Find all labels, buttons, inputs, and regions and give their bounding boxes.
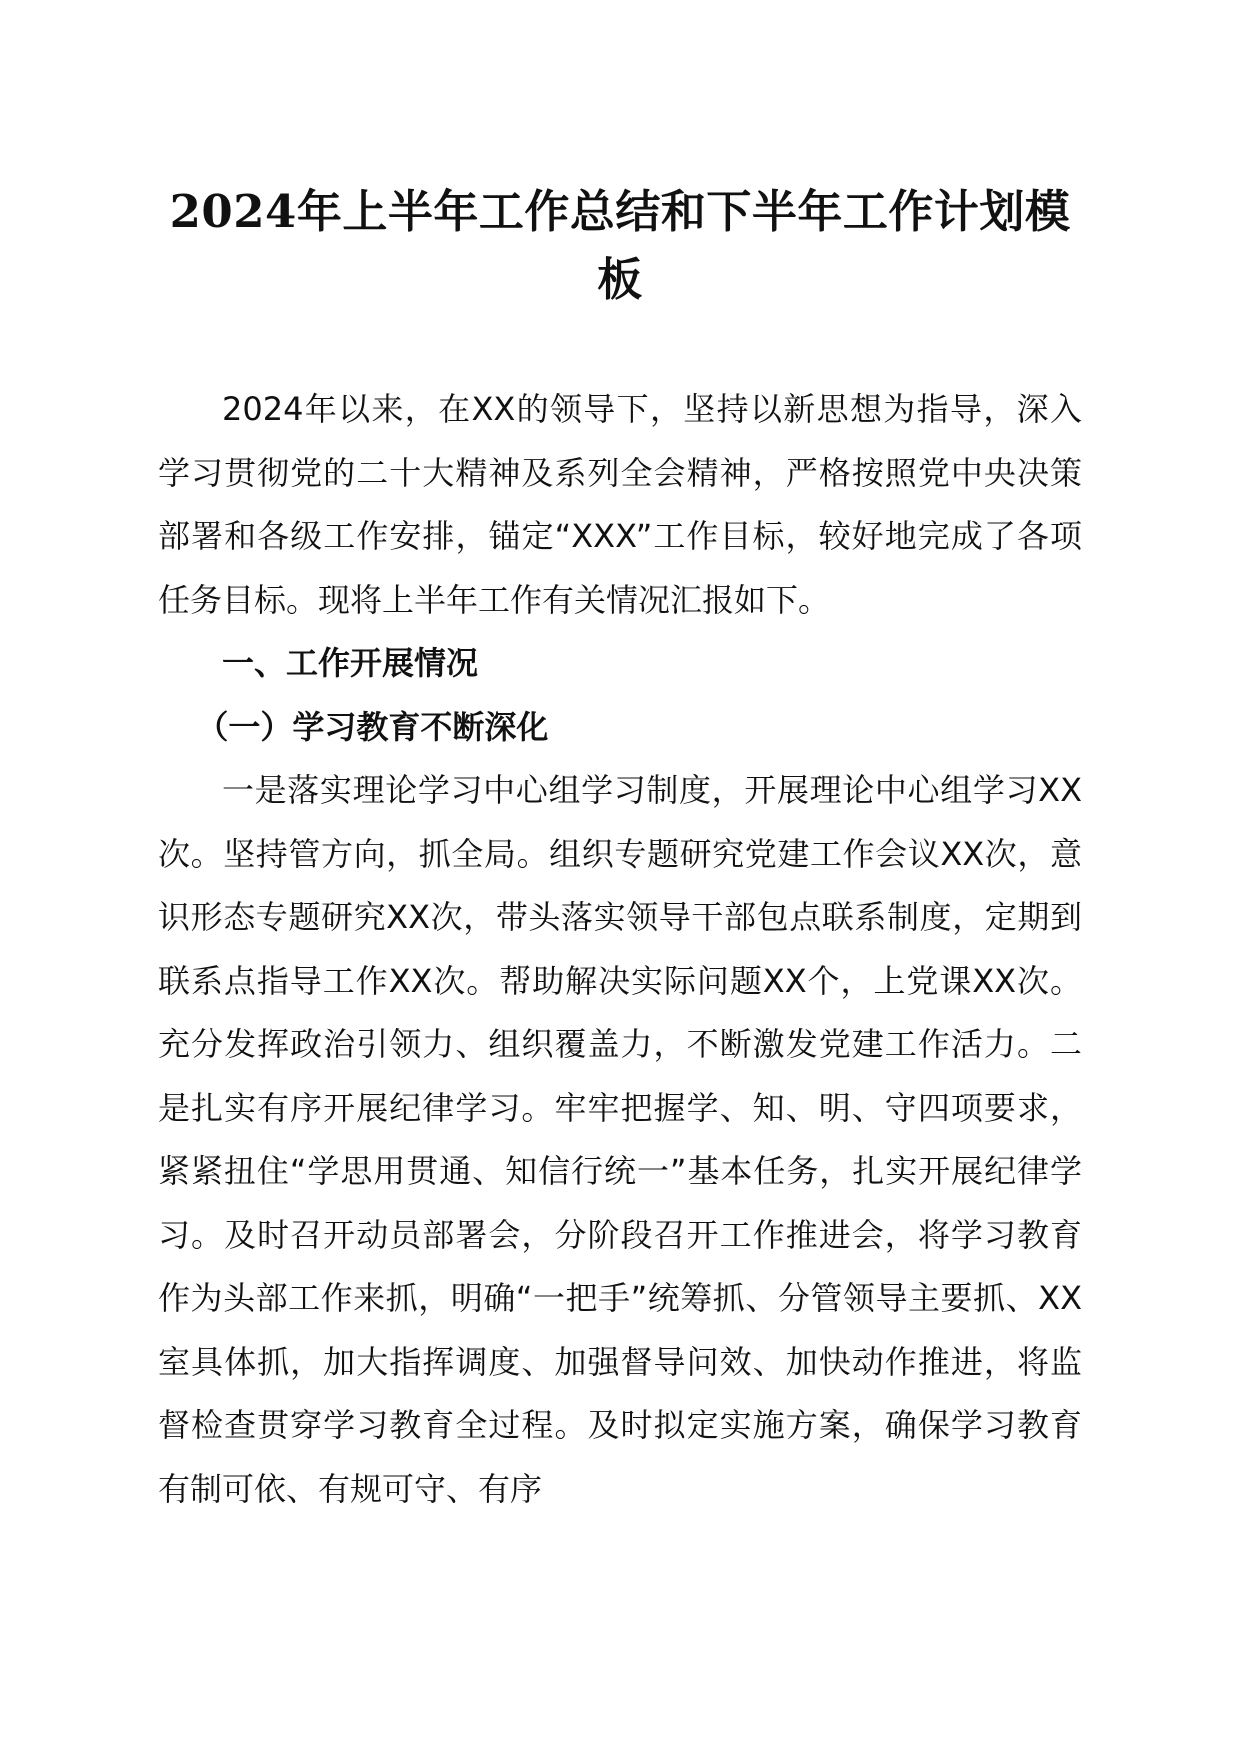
body-paragraph: 一是落实理论学习中心组学习制度，开展理论中心组学习XX次。坚持管方向，抓全局。组织专题研究党建工作会议XX次，意识形态专题研究XX次，带头落实领导干部包点联系制度，定期到联系点指导工作XX次。帮助解决实际问题XX个，上党课XX次。充分发挥政治引领力、组织覆盖力，不断激发党建工作活力。二是扎实有序开展纪律学习。牢牢把握学、知、明、守四项要求，紧紧扭住“学思用贯通、知信行统一”基本任务，扎实开展纪律学习。及时召开动员部署会，分阶段召开工作推进会，将学习教育作为头部工作来抓，明确“一把手”统筹抓、分管领导主要抓、XX室具体抓，加大指挥调度、加强督导问效、加快动作推进，将监督检查贯穿学习教育全过程。及时拟定实施方案，确保学习教育有制可依、有规可守、有序 (158, 771, 1082, 1508)
section-heading: 一、工作开展情况 (222, 644, 479, 682)
intro-paragraph: 2024年以来，在XX的领导下，坚持以新思想为指导，深入学习贯彻党的二十大精神及系列全会精神，严格按照党中央决策部署和各级工作安排，锚定“XXX”工作目标，较好地完成了各项任务目标。现将上半年工作有关情况汇报如下。 (158, 390, 1082, 619)
subsection-heading: （一）学习教育不断深化 (196, 707, 549, 746)
document-title: 2024年上半年工作总结和下半年工作计划模板 (169, 185, 1071, 306)
document-body (158, 378, 1082, 1521)
